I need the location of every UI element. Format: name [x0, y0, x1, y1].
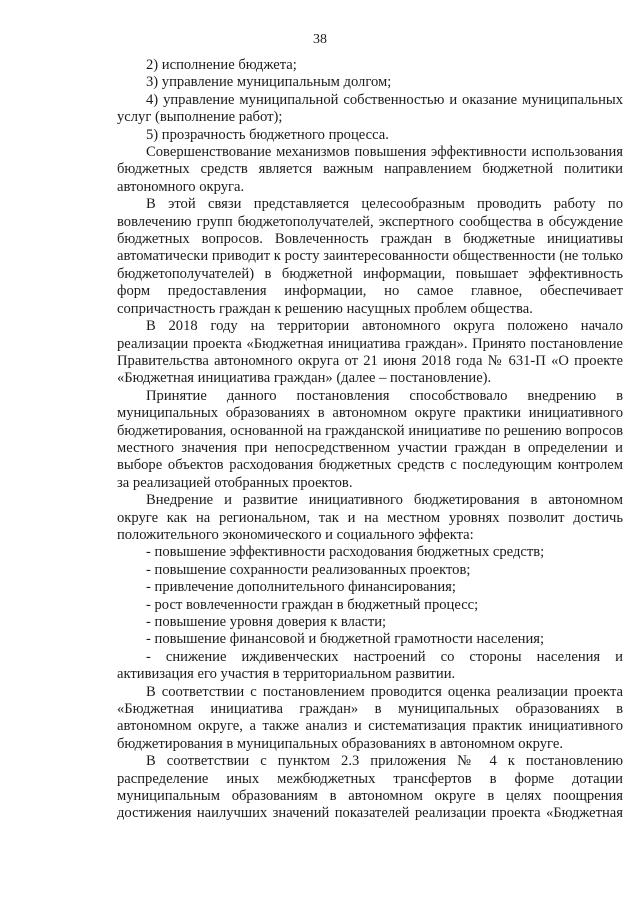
paragraph: 4) управление муниципальной собственностью и оказание муниципальных услуг (выполнение работ);	[117, 91, 623, 126]
paragraph: - рост вовлеченности граждан в бюджетный процесс;	[146, 596, 479, 613]
paragraph: 2) исполнение бюджета;	[146, 57, 297, 73]
paragraph: Совершенствование механизмов повышения эффективности использования бюджетных средств является важным направлением бюджетной политики автономного округа.	[117, 144, 623, 195]
paragraph: - повышение эффективности расходования бюджетных средств;	[146, 544, 545, 561]
paragraph: Принятие данного постановления способствовало внедрению в муниципальных образованиях в автономном округе практики инициативного бюджетирования, основанной на гражданской инициативе по решению вопросов местного значения при непосредственном участии граждан в определении и выборе объектов расходования бюджетных средств с последующим контролем за реализацией отобранных проектов.	[117, 387, 623, 491]
paragraph: 3) управление муниципальным долгом;	[146, 74, 392, 91]
paragraph: В соответствии с постановлением проводится оценка реализации проекта «Бюджетная инициатива граждан» в муниципальных образованиях в автономном округе, а также анализ и систематизация практик инициативного бюджетирования в муниципальных образованиях в автономном округе.	[117, 683, 623, 752]
paragraph: Внедрение и развитие инициативного бюджетирования в автономном округе как на региональном, так и на местном уровнях позволит достичь положительного экономического и социального эффекта:	[117, 492, 623, 543]
paragraph: В этой связи представляется целесообразным проводить работу по вовлечению групп бюджетополучателей, экспертного сообщества в обсуждение бюджетных вопросов. Вовлеченность граждан в бюджетные инициативы автоматически приводит к росту заинтересованности общественности (не только бюджетополучателей) в бюджетной информации, повышает эффективность форм предоставления информации, но самое главное, обеспечивает сопричастность граждан к решению насущных проблем общества.	[117, 196, 623, 317]
paragraph: - повышение финансовой и бюджетной грамотности населения;	[146, 631, 545, 648]
paragraph: - повышение сохранности реализованных проектов;	[146, 561, 471, 578]
page-number: 38	[313, 32, 327, 47]
paragraph: В 2018 году на территории автономного округа положено начало реализации проекта «Бюджетная инициатива граждан». Принято постановление Правительства автономного округа от 21 июня 2018 года № 631-П «О проекте «Бюджетная инициатива граждан» (далее – постановление).	[117, 318, 623, 387]
paragraph: - снижение иждивенческих настроений со стороны населения и активизация его участия в территориальном развитии.	[117, 648, 623, 683]
paragraph: В соответствии с пунктом 2.3 приложения № 4 к постановлению распределение иных межбюджетных трансфертов в форме дотации муниципальным образованиям в автономном округе в целях поощрения достижения наилучших значений показателей реализации проекта «Бюджетная	[117, 753, 623, 822]
document-body	[117, 57, 623, 823]
paragraph: 5) прозрачность бюджетного процесса.	[146, 126, 389, 143]
paragraph: - привлечение дополнительного финансирования;	[146, 579, 456, 596]
paragraph: - повышение уровня доверия к власти;	[146, 614, 387, 630]
